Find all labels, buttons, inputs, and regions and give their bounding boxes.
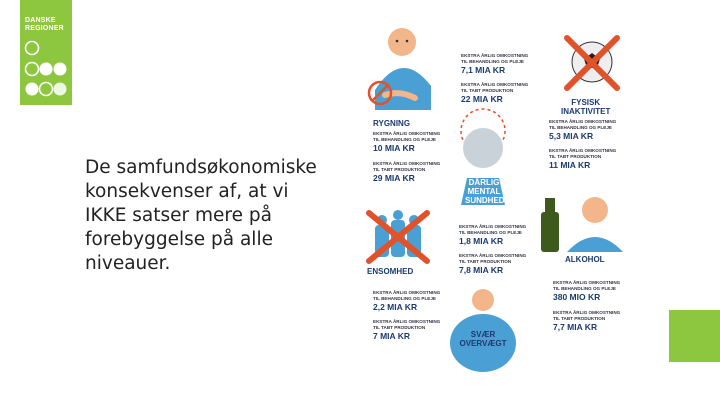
loneliness-title: ENSOMHED xyxy=(367,267,414,276)
obesity-title: SVÆR OVERVÆGT xyxy=(459,330,507,348)
loneliness-treatment-value: 2,2 MIA KR xyxy=(373,302,418,312)
alcohol-production-value: 7,7 MIA KR xyxy=(553,322,598,332)
slide-text-line: niveauer. xyxy=(85,253,171,274)
inactivity-treatment-label: EKSTRA ÅRLIG OMKOSTNING TIL BEHANDLING OG PLEJE xyxy=(549,119,617,130)
logo-text xyxy=(25,17,64,33)
logo-circles-icon xyxy=(24,40,68,100)
alcohol-production-label: EKSTRA ÅRLIG OMKOSTNING TIL TABT PRODUKTION xyxy=(553,310,621,321)
middle-treatment-value: 1,8 MIA KR xyxy=(459,236,504,246)
logo-block xyxy=(20,0,72,105)
inactivity-production-label: EKSTRA ÅRLIG OMKOSTNING TIL TABT PRODUKTION xyxy=(549,148,617,159)
inactivity-treatment-value: 5,3 MIA KR xyxy=(549,131,594,141)
alcohol-bottle-icon xyxy=(541,197,623,252)
accent-block xyxy=(669,310,720,362)
alcohol-treatment-value: 380 MIO KR xyxy=(553,292,601,302)
top-production-label: EKSTRA ÅRLIG OMKOSTNING TIL TABT PRODUKTION xyxy=(461,82,529,93)
slide-text xyxy=(85,156,355,276)
loneliness-people-icon xyxy=(369,210,427,261)
logo-line-1: DANSKE xyxy=(25,17,56,24)
loneliness-production-value: 7 MIA KR xyxy=(373,331,410,341)
middle-production-label: EKSTRA ÅRLIG OMKOSTNING TIL TABT PRODUKTION xyxy=(459,253,527,264)
alcohol-treatment-label: EKSTRA ÅRLIG OMKOSTNING TIL BEHANDLING OG PLEJE xyxy=(553,280,621,291)
top-production-value: 22 MIA KR xyxy=(461,94,503,104)
smoking-treatment-label: EKSTRA ÅRLIG OMKOSTNING TIL BEHANDLING OG PLEJE xyxy=(373,131,441,142)
smoking-title: RYGNING xyxy=(373,119,411,128)
smoker-figure-icon xyxy=(369,28,431,110)
inactivity-production-value: 11 MIA KR xyxy=(549,160,591,170)
inactivity-title: FYSISK INAKTIVITET xyxy=(561,98,611,116)
football-crossed-icon xyxy=(567,38,617,88)
smoking-production-label: EKSTRA ÅRLIG OMKOSTNING TIL TABT PRODUKTION xyxy=(373,161,441,172)
slide-text-line: De samfundsøkonomiske xyxy=(85,157,317,178)
infographic xyxy=(355,20,655,395)
smoking-production-value: 29 MIA KR xyxy=(373,173,415,183)
smoking-treatment-value: 10 MIA KR xyxy=(373,143,415,153)
loneliness-production-label: EKSTRA ÅRLIG OMKOSTNING TIL TABT PRODUKTION xyxy=(373,319,441,330)
top-treatment-label: EKSTRA ÅRLIG OMKOSTNING TIL BEHANDLING OG PLEJE xyxy=(461,53,529,64)
top-treatment-value: 7,1 MIA KR xyxy=(461,65,506,75)
middle-treatment-label: EKSTRA ÅRLIG OMKOSTNING TIL BEHANDLING OG PLEJE xyxy=(459,224,527,235)
slide-text-line: konsekvenser af, at vi xyxy=(85,181,289,202)
loneliness-treatment-label: EKSTRA ÅRLIG OMKOSTNING TIL BEHANDLING OG PLEJE xyxy=(373,290,441,301)
slide-text-line: forebyggelse på alle xyxy=(85,229,273,250)
middle-production-value: 7,8 MIA KR xyxy=(459,265,504,275)
slide-text-line: IKKE satser mere på xyxy=(85,205,272,226)
mental-title: DÅRLIG MENTAL SUNDHED xyxy=(465,178,505,205)
alcohol-title: ALKOHOL xyxy=(565,255,605,264)
logo-line-2: REGIONER xyxy=(25,25,64,32)
